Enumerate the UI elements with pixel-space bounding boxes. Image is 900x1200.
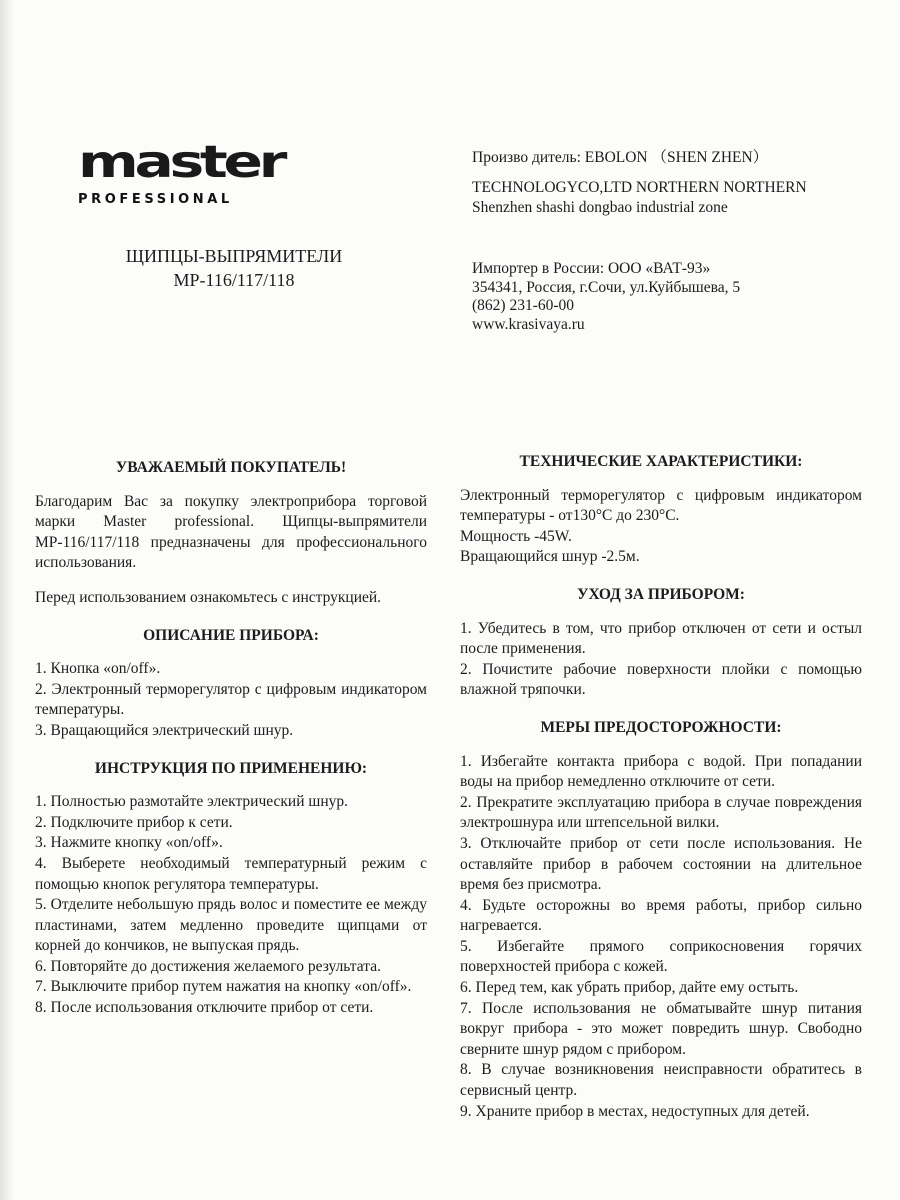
list-item: 7. Выключите прибор путем нажатия на кнопку «on/off». bbox=[35, 978, 412, 996]
producer-line-2: TECHNOLOGYCO,LTD NORTHERN NORTHERN bbox=[472, 179, 807, 196]
list-item: 2. Прекратите эксплуатацию прибора в случае повреждения электрошнура или штепсельной вилки. bbox=[460, 793, 862, 832]
producer-line-3: Shenzhen shashi dongbao industrial zone bbox=[472, 199, 728, 216]
list-item: 1. Убедитесь в том, что прибор отключен от сети и остыл после применения. bbox=[460, 619, 862, 658]
importer-line-2: 354341, Россия, г.Сочи, ул.Куйбышева, 5 bbox=[472, 278, 741, 296]
greeting-paragraph: Благодарим Вас за покупку электроприбора торговой марки Master professional. Щипцы-выпрямители МР-116/117/118 предназначены для профессионального использования. bbox=[35, 492, 427, 572]
right-column bbox=[460, 446, 862, 1122]
list-item: 7. После использования не обматывайте шнур питания вокруг прибора - это может повредить шнур. Свободно сверните шнур рядом с прибором. bbox=[460, 999, 862, 1058]
producer-line-1: Произво дитель: EBOLON （SHEN ZHEN） bbox=[472, 149, 769, 166]
spec-line: Электронный терморегулятор с цифровым индикатором температуры - от130°С до 230°С. bbox=[460, 486, 862, 525]
list-item: 2. Почистите рабочие поверхности плойки с помощью влажной тряпочки. bbox=[460, 660, 862, 699]
left-column bbox=[35, 446, 427, 1019]
brand-logo-subtitle: PROFESSIONAL bbox=[78, 192, 233, 207]
list-item: 5. Отделите небольшую прядь волос и поместите ее между пластинами, затем медленно проведите щипцами от корней до кончиков, не выпуская прядь. bbox=[35, 896, 427, 955]
importer-line-3: (862) 231-60-00 bbox=[472, 297, 575, 314]
description-list bbox=[35, 659, 427, 741]
list-item: 2. Электронный терморегулятор с цифровым индикатором температуры. bbox=[35, 680, 427, 719]
importer-line-1: Импортер в России: ООО «ВАТ-93» bbox=[472, 260, 711, 277]
list-item: 3. Отключайте прибор от сети после использования. Не оставляйте прибор в рабочем состоянии на длительное время без присмотра. bbox=[460, 834, 862, 894]
specs-heading: ТЕХНИЧЕСКИЕ ХАРАКТЕРИСТИКИ: bbox=[519, 453, 803, 470]
list-item: 4. Выберете необходимый температурный режим с помощью кнопок регулятора температуры. bbox=[35, 854, 427, 893]
instruction-list bbox=[35, 792, 427, 1019]
safety-list bbox=[460, 752, 862, 1123]
instruction-heading: ИНСТРУКЦИЯ ПО ПРИМЕНЕНИЮ: bbox=[94, 759, 368, 777]
product-title-line-2: МР-116/117/118 bbox=[173, 270, 295, 290]
importer-url: www.krasivaya.ru bbox=[472, 315, 585, 333]
brand-block bbox=[78, 135, 284, 207]
list-item: 3. Вращающийся электрический шнур. bbox=[35, 721, 294, 739]
list-item: 6. Перед тем, как убрать прибор, дайте ему остыть. bbox=[460, 979, 799, 997]
importer-info bbox=[472, 260, 842, 334]
producer-info bbox=[472, 148, 842, 218]
list-item: 1. Полностью размотайте электрический шнур. bbox=[35, 793, 348, 811]
specs-block bbox=[460, 486, 862, 568]
list-item: 5. Избегайте прямого соприкосновения горячих поверхностей прибора с кожей. bbox=[460, 937, 862, 976]
list-item: 8. После использования отключите прибор от сети. bbox=[35, 999, 374, 1017]
read-instruction-note: Перед использованием ознакомьтесь с инструкцией. bbox=[35, 588, 382, 606]
brand-logo: master bbox=[78, 135, 284, 188]
list-item: 3. Нажмите кнопку «on/off». bbox=[35, 834, 223, 852]
list-item: 9. Храните прибор в местах, недоступных для детей. bbox=[460, 1102, 810, 1120]
spec-line: Вращающийся шнур -2.5м. bbox=[460, 548, 640, 566]
product-title-line-1: ЩИПЦЫ-ВЫПРЯМИТЕЛИ bbox=[125, 246, 343, 266]
list-item: 1. Избегайте контакта прибора с водой. При попадании воды на прибор немедленно отключите от сети. bbox=[460, 752, 862, 791]
care-list bbox=[460, 619, 862, 701]
list-item: 6. Повторяйте до достижения желаемого результата. bbox=[35, 957, 381, 975]
list-item: 1. Кнопка «on/off». bbox=[35, 660, 161, 678]
list-item: 4. Будьте осторожны во время работы, прибор сильно нагревается. bbox=[460, 896, 862, 935]
list-item: 2. Подключите прибор к сети. bbox=[35, 813, 233, 831]
list-item: 8. В случае возникновения неисправности обратитесь в сервисный центр. bbox=[460, 1061, 862, 1100]
product-title bbox=[58, 244, 410, 292]
safety-heading: МЕРЫ ПРЕДОСТОРОЖНОСТИ: bbox=[540, 718, 782, 736]
care-heading: УХОД ЗА ПРИБОРОМ: bbox=[577, 585, 745, 603]
description-heading: ОПИСАНИЕ ПРИБОРА: bbox=[143, 626, 319, 644]
scan-edge-shadow bbox=[0, 0, 14, 1200]
greeting-heading: УВАЖАЕМЫЙ ПОКУПАТЕЛЬ! bbox=[115, 459, 347, 476]
spec-line: Мощность -45W. bbox=[460, 527, 572, 545]
